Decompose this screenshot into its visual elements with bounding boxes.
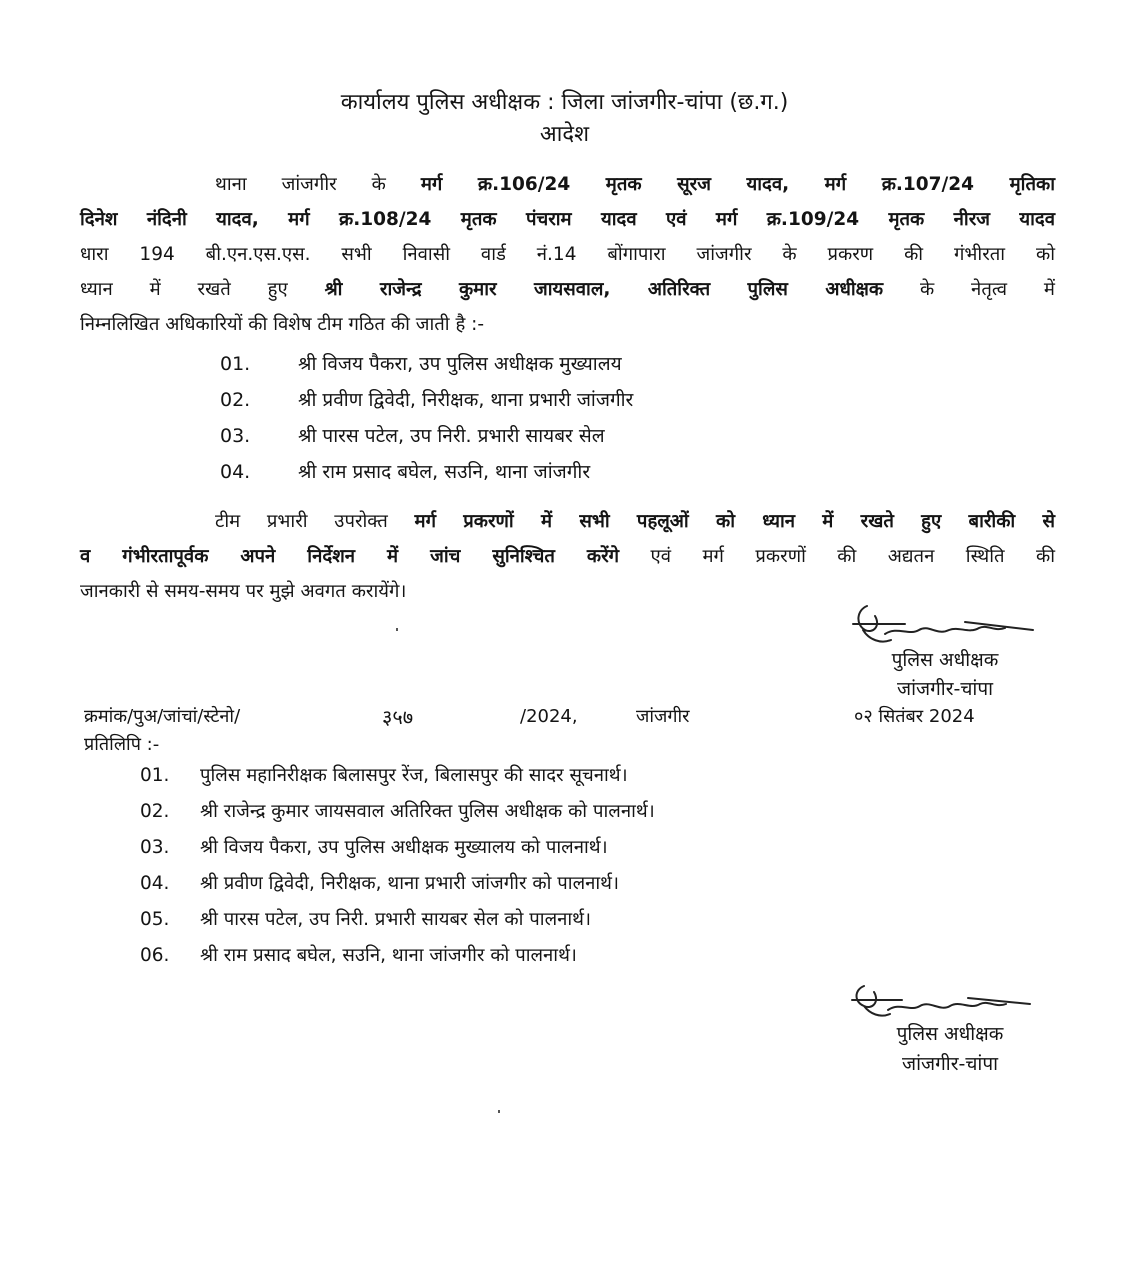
copy-item (140, 830, 608, 866)
reference-date: ०२ सितंबर 2024 (854, 706, 975, 727)
text-run: टीम प्रभारी उपरोक्त (215, 511, 415, 532)
team-member (220, 382, 633, 418)
copy-item (140, 902, 591, 938)
signature-1-designation: पुलिस अधीक्षक (891, 649, 999, 671)
signature-2-designation: पुलिस अधीक्षक (896, 1023, 1004, 1045)
team-member-text: श्री प्रवीण द्विवेदी, निरीक्षक, थाना प्रभारी जांजगीर (298, 389, 634, 411)
reference-number: ३५७ (382, 705, 414, 729)
office-title: कार्यालय पुलिस अधीक्षक : जिला जांजगीर-चांपा (छ.ग.) (340, 90, 789, 115)
bold-text: व गंभीरतापूर्वक अपने निर्देशन में जांच सुनिश्चित करेंगे (80, 546, 620, 567)
text-run: ध्यान में रखते हुए (80, 279, 325, 300)
team-member-number: 04. (220, 461, 251, 483)
copy-item-text: श्री राजेन्द्र कुमार जायसवाल अतिरिक्त पुलिस अधीक्षक को पालनार्थ। (200, 801, 655, 822)
copy-item (140, 866, 619, 902)
copy-label: प्रतिलिपि :- (84, 734, 160, 755)
text-run: निम्नलिखित अधिकारियों की विशेष टीम गठित की जाती है :- (80, 314, 485, 335)
copy-item-text: श्री विजय पैकरा, उप पुलिस अधीक्षक मुख्यालय को पालनार्थ। (200, 837, 608, 858)
bold-text: मर्ग क्र.106/24 मृतक सूरज यादव, मर्ग क्र.107/24 मृतिका (420, 174, 1055, 195)
signature-2-district: जांजगीर-चांपा (901, 1053, 999, 1075)
paragraph-line (80, 308, 1055, 342)
team-member-number: 01. (220, 353, 251, 375)
bold-text: मर्ग प्रकरणों में सभी पहलूओं को ध्यान में रखते हुए बारीकी से (414, 511, 1055, 532)
text-run: एवं मर्ग प्रकरणों की अद्यतन स्थिति की (619, 546, 1055, 567)
signature-block-2 (850, 980, 1050, 1080)
copy-item-number: 03. (140, 837, 170, 858)
scan-mark (498, 1110, 500, 1113)
copy-item (140, 794, 655, 830)
copy-item (140, 938, 577, 974)
signature-block-1 (845, 600, 1045, 704)
team-member-text: श्री विजय पैकरा, उप पुलिस अधीक्षक मुख्यालय (298, 353, 622, 375)
paragraph-line (80, 203, 1055, 237)
text-run: जानकारी से समय-समय पर मुझे अवगत करायेंगे। (80, 581, 407, 602)
copy-item-number: 06. (140, 945, 170, 966)
paragraph-line (80, 505, 1055, 539)
team-member-number: 02. (220, 389, 251, 411)
signature-1-district: जांजगीर-चांपा (896, 678, 994, 700)
text-run: थाना जांजगीर के (215, 174, 421, 195)
copy-item-text: पुलिस महानिरीक्षक बिलासपुर रेंज, बिलासपुर की सादर सूचनार्थ। (200, 765, 628, 786)
reference-year: /2024, (520, 706, 578, 727)
reference-place: जांजगीर (636, 706, 690, 727)
copy-item-text: श्री राम प्रसाद बघेल, सउनि, थाना जांजगीर को पालनार्थ। (200, 945, 577, 966)
paragraph-line (80, 238, 1055, 272)
scan-mark (396, 628, 398, 631)
signature-scribble-2 (850, 980, 1050, 1024)
copy-item-number: 05. (140, 909, 170, 930)
reference-prefix: क्रमांक/पुअ/जांचां/स्टेनो/ (84, 706, 241, 727)
team-member-text: श्री राम प्रसाद बघेल, सउनि, थाना जांजगीर (298, 461, 591, 483)
team-member-text: श्री पारस पटेल, उप निरी. प्रभारी सायबर सेल (298, 425, 605, 447)
copy-item-text: श्री प्रवीण द्विवेदी, निरीक्षक, थाना प्रभारी जांजगीर को पालनार्थ। (200, 873, 620, 894)
document-type: आदेश (539, 122, 590, 147)
reference-row (84, 700, 1054, 734)
text-run: धारा 194 बी.एन.एस.एस. सभी निवासी वार्ड नं.14 बोंगापारा जांजगीर के प्रकरण की गंभीरता को (80, 244, 1055, 265)
copy-item-number: 01. (140, 765, 170, 786)
paragraph-line (80, 168, 1055, 202)
team-member (220, 418, 605, 454)
team-member (220, 454, 590, 490)
text-run: के नेतृत्व में (883, 279, 1055, 300)
signature-scribble-1 (845, 600, 1045, 652)
bold-text: दिनेश नंदिनी यादव, मर्ग क्र.108/24 मृतक पंचराम यादव एवं मर्ग क्र.109/24 मृतक नीरज यादव (80, 209, 1055, 230)
team-member (220, 346, 622, 382)
copy-item-number: 04. (140, 873, 170, 894)
bold-text: श्री राजेन्द्र कुमार जायसवाल, अतिरिक्त पुलिस अधीक्षक (324, 279, 884, 300)
paragraph-line (80, 273, 1055, 307)
copy-item-number: 02. (140, 801, 170, 822)
copy-item (140, 758, 628, 794)
copy-item-text: श्री पारस पटेल, उप निरी. प्रभारी सायबर सेल को पालनार्थ। (200, 909, 592, 930)
paragraph-line (80, 540, 1055, 574)
team-member-number: 03. (220, 425, 251, 447)
